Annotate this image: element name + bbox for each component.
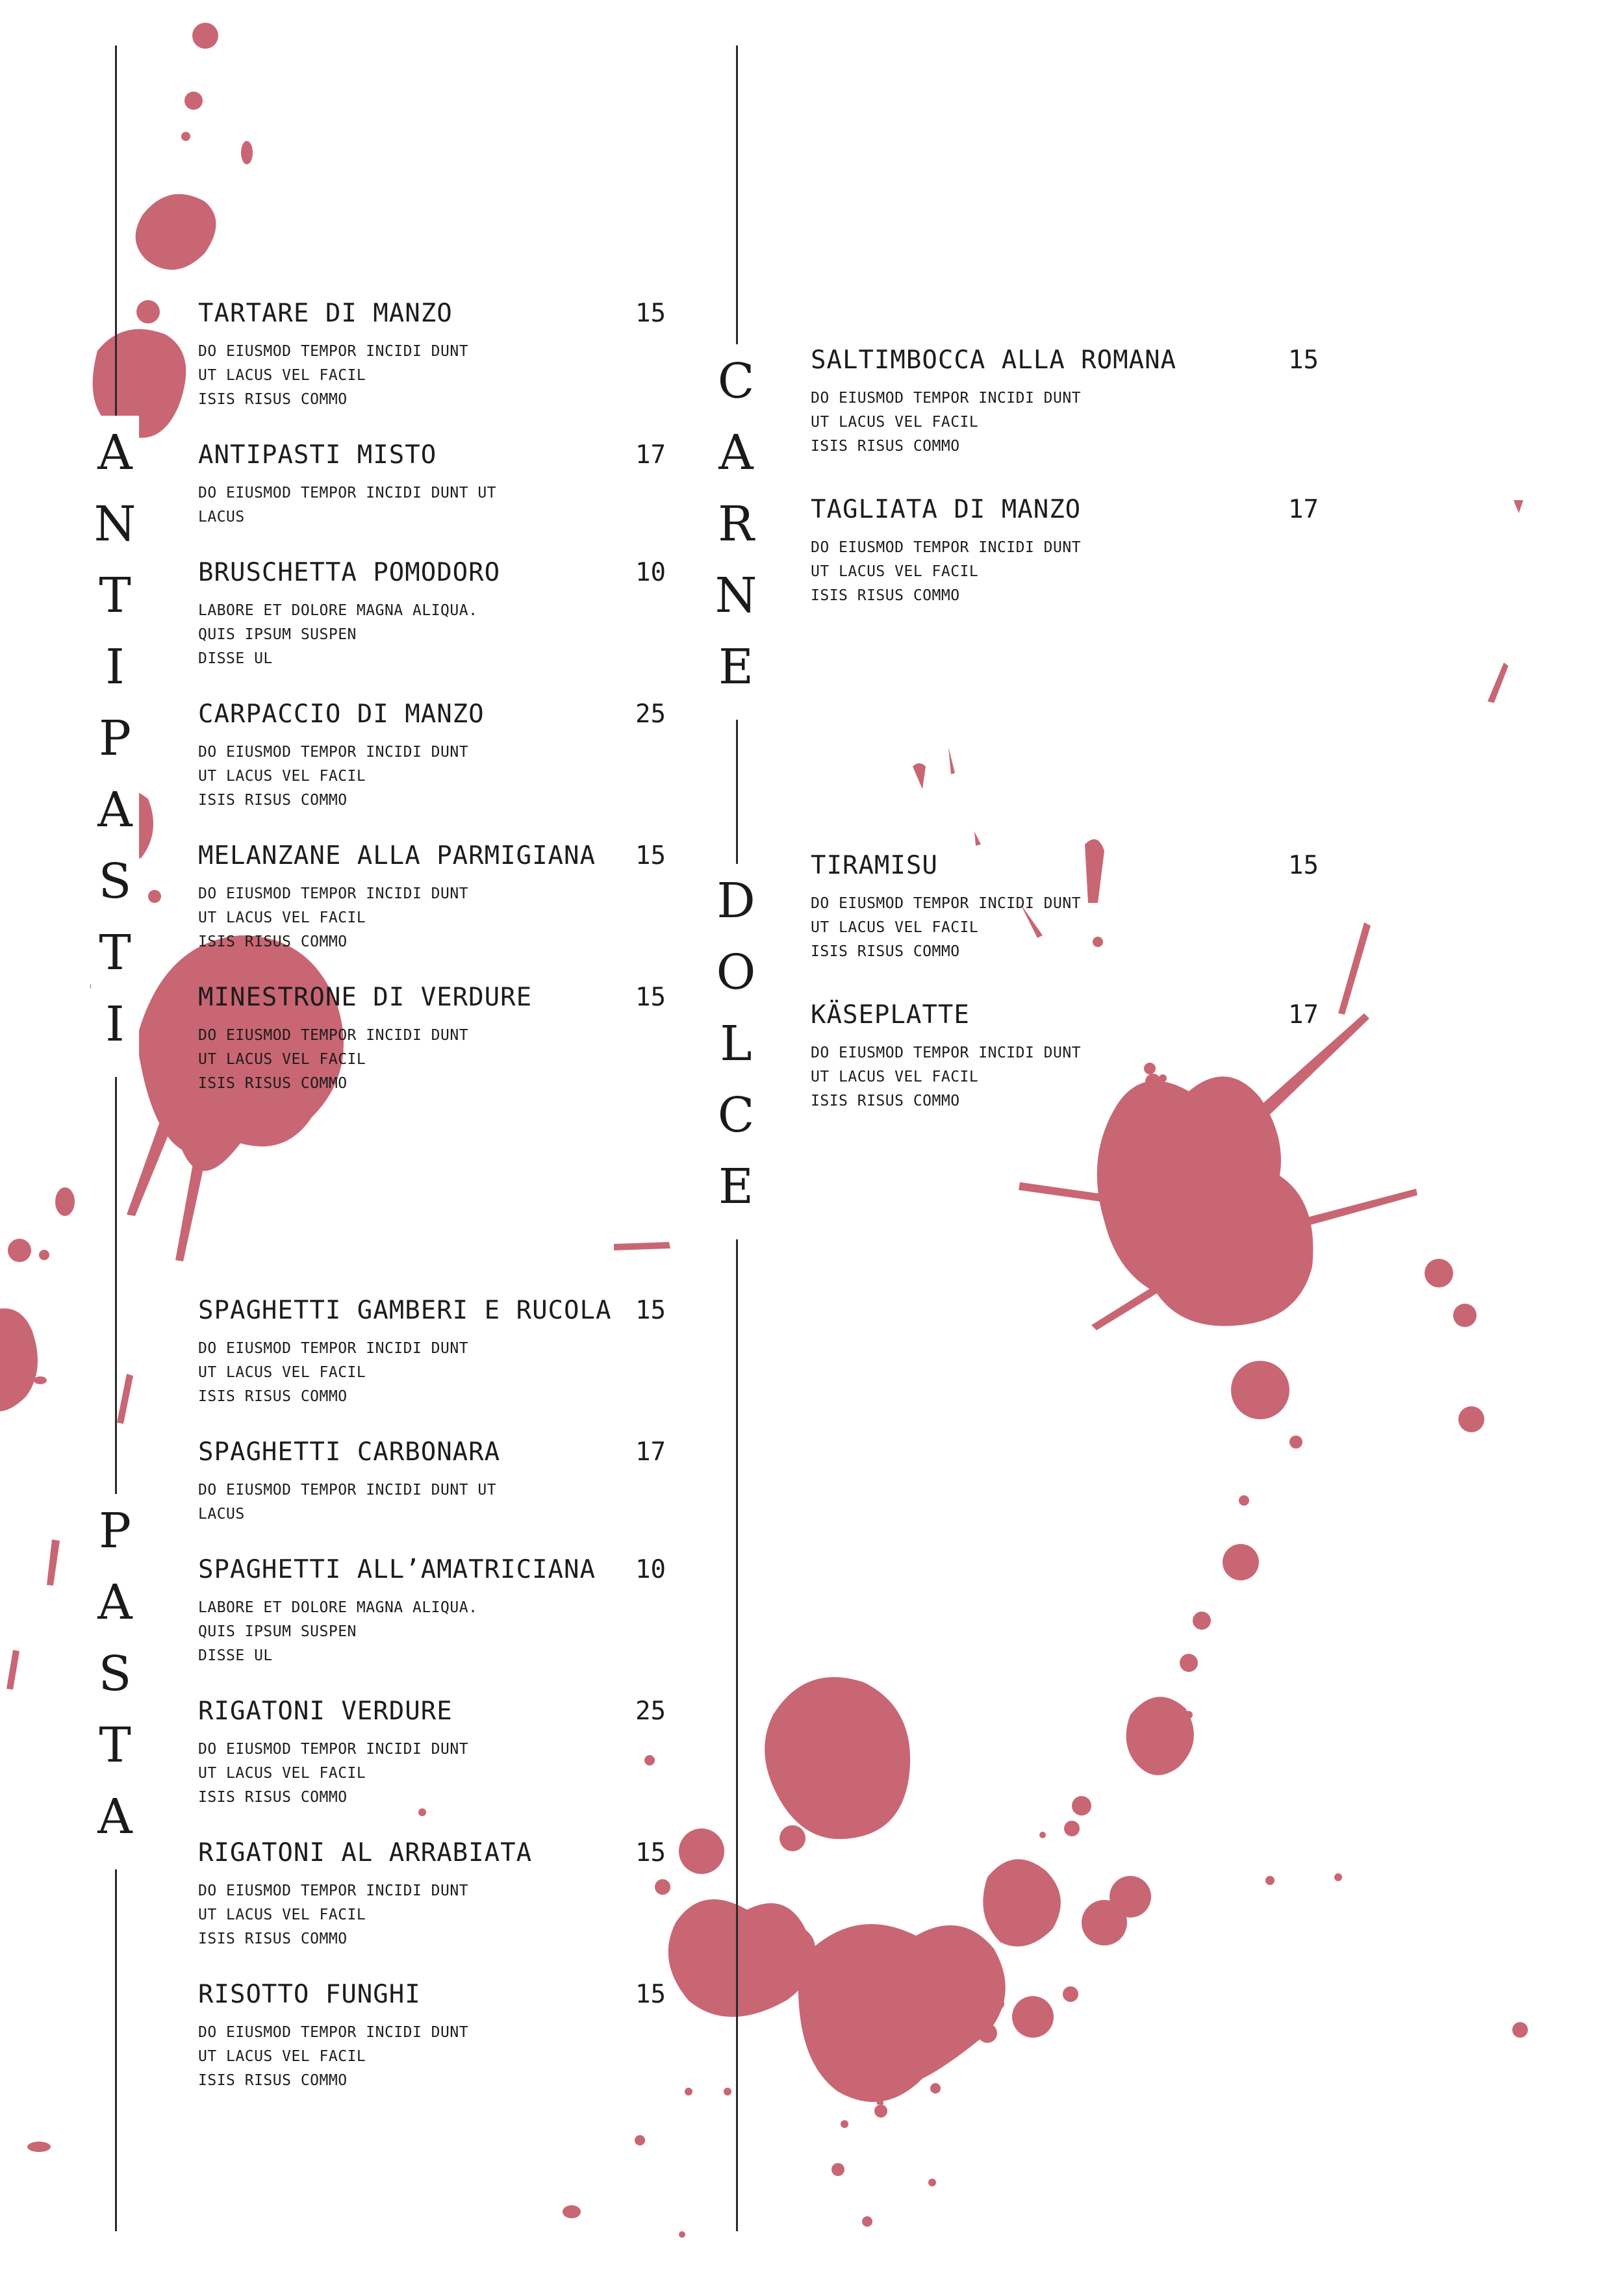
menu-item: [198, 1555, 666, 1668]
item-description: LABORE ET DOLORE MAGNA ALIQUA. QUIS IPSUM SUSPEN DISSE UL: [198, 1599, 478, 1664]
item-name: TARTARE DI MANZO: [198, 299, 453, 328]
item-name: TAGLIATA DI MANZO: [811, 495, 1082, 524]
item-description: DO EIUSMOD TEMPOR INCIDI DUNT UT LACUS: [198, 485, 497, 525]
item-price: 15: [635, 841, 666, 870]
item-name: TIRAMISU: [811, 851, 938, 880]
menu-item: [198, 1838, 666, 1951]
menu-item: [198, 1296, 666, 1409]
item-name: SPAGHETTI ALL’AMATRICIANA: [198, 1555, 596, 1584]
section-title-carne: CARNE: [712, 344, 760, 720]
carne-section: [811, 346, 1319, 608]
item-name: MELANZANE ALLA PARMIGIANA: [198, 841, 596, 870]
item-name: MINESTRONE DI VERDURE: [198, 983, 533, 1012]
item-price: 15: [1288, 851, 1319, 880]
item-price: 10: [635, 558, 666, 587]
menu-item: [198, 983, 666, 1096]
menu-item: [198, 440, 666, 529]
menu-item: [198, 1697, 666, 1810]
section-title-dolce: DOLCE: [712, 864, 760, 1239]
item-name: SPAGHETTI GAMBERI E RUCOLA: [198, 1296, 612, 1325]
menu-item: [198, 299, 666, 412]
item-name: RIGATONI VERDURE: [198, 1697, 453, 1726]
item-description: DO EIUSMOD TEMPOR INCIDI DUNT UT LACUS VEL FACIL ISIS RISUS COMMO: [811, 390, 1082, 455]
item-price: 17: [1288, 1000, 1319, 1030]
item-price: 17: [635, 440, 666, 470]
menu-item: [198, 841, 666, 954]
item-name: RISOTTO FUNGHI: [198, 1980, 421, 2009]
item-description: DO EIUSMOD TEMPOR INCIDI DUNT UT LACUS VEL FACIL ISIS RISUS COMMO: [811, 895, 1082, 960]
item-description: DO EIUSMOD TEMPOR INCIDI DUNT UT LACUS VEL FACIL ISIS RISUS COMMO: [198, 343, 469, 408]
section-title-pasta: PASTA: [91, 1494, 139, 1869]
item-price: 17: [1288, 495, 1319, 524]
menu-item: [811, 1000, 1319, 1113]
item-price: 15: [635, 1980, 666, 2009]
item-name: SPAGHETTI CARBONARA: [198, 1437, 501, 1467]
menu-item: [198, 1437, 666, 1526]
item-description: DO EIUSMOD TEMPOR INCIDI DUNT UT LACUS VEL FACIL ISIS RISUS COMMO: [198, 1027, 469, 1092]
item-description: DO EIUSMOD TEMPOR INCIDI DUNT UT LACUS VEL FACIL ISIS RISUS COMMO: [811, 1044, 1082, 1109]
item-price: 25: [635, 700, 666, 729]
item-name: RIGATONI AL ARRABIATA: [198, 1838, 533, 1867]
item-name: SALTIMBOCCA ALLA ROMANA: [811, 346, 1177, 375]
left-vertical-rule: [115, 45, 117, 2231]
dolce-section: [811, 851, 1319, 1113]
item-price: 15: [635, 983, 666, 1012]
item-price: 10: [635, 1555, 666, 1584]
item-name: ANTIPASTI MISTO: [198, 440, 437, 470]
item-price: 15: [1288, 346, 1319, 375]
item-description: DO EIUSMOD TEMPOR INCIDI DUNT UT LACUS VEL FACIL ISIS RISUS COMMO: [198, 1340, 469, 1405]
item-name: CARPACCIO DI MANZO: [198, 700, 485, 729]
pasta-section: [198, 1296, 666, 2093]
item-price: 15: [635, 1296, 666, 1325]
item-description: DO EIUSMOD TEMPOR INCIDI DUNT UT LACUS VEL FACIL ISIS RISUS COMMO: [198, 1741, 469, 1806]
antipasti-section: [198, 299, 666, 1096]
menu-item: [811, 851, 1319, 964]
item-description: DO EIUSMOD TEMPOR INCIDI DUNT UT LACUS VEL FACIL ISIS RISUS COMMO: [198, 1882, 469, 1947]
item-price: 17: [635, 1437, 666, 1467]
menu-item: [198, 1980, 666, 2093]
menu-item: [811, 495, 1319, 608]
section-title-antipasti: ANTIPASTI: [91, 416, 139, 1077]
item-description: DO EIUSMOD TEMPOR INCIDI DUNT UT LACUS VEL FACIL ISIS RISUS COMMO: [811, 539, 1082, 604]
item-price: 15: [635, 299, 666, 328]
item-description: LABORE ET DOLORE MAGNA ALIQUA. QUIS IPSUM SUSPEN DISSE UL: [198, 602, 478, 667]
menu-item: [198, 558, 666, 671]
item-description: DO EIUSMOD TEMPOR INCIDI DUNT UT LACUS VEL FACIL ISIS RISUS COMMO: [198, 885, 469, 950]
item-description: DO EIUSMOD TEMPOR INCIDI DUNT UT LACUS: [198, 1482, 497, 1523]
item-price: 15: [635, 1838, 666, 1867]
menu-item: [198, 700, 666, 813]
item-name: BRUSCHETTA POMODORO: [198, 558, 501, 587]
menu-item: [811, 346, 1319, 459]
item-name: KÄSEPLATTE: [811, 1000, 970, 1030]
item-description: DO EIUSMOD TEMPOR INCIDI DUNT UT LACUS VEL FACIL ISIS RISUS COMMO: [198, 744, 469, 809]
item-description: DO EIUSMOD TEMPOR INCIDI DUNT UT LACUS VEL FACIL ISIS RISUS COMMO: [198, 2024, 469, 2089]
item-price: 25: [635, 1697, 666, 1726]
